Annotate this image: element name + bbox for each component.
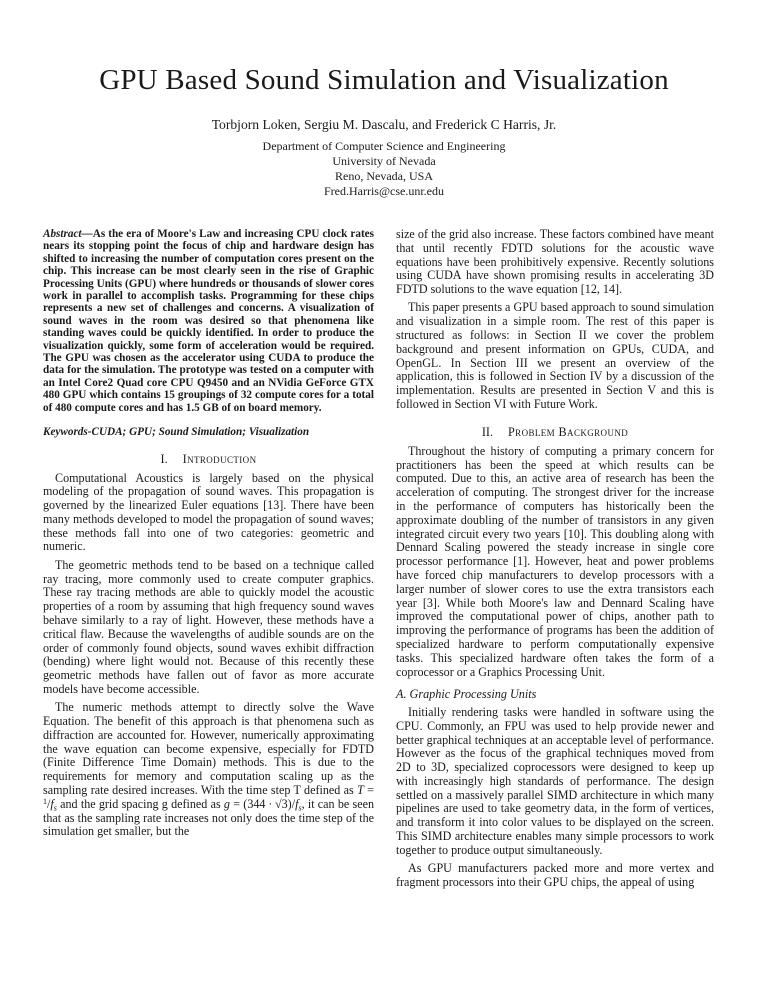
body-paragraph: The geometric methods tend to be based on a technique called ray tracing, more commonly used to create computer graphics. These ray tracing methods are able to quickly model the acoustic properties of a room by assuming that high frequency sound waves behave similarly to a ray of light. However, these methods have a critical flaw. Because the wavelengths of audible sounds are on the order of commonly found objects, sound waves exhibit diffraction (bending) where light would not. Because of this recently these geometric methods have fallen out of favor as more accurate models have become accessible. — [43, 557, 374, 696]
text-segment: and the grid spacing g defined as — [56, 796, 224, 811]
formula-segment: 1 — [43, 796, 47, 806]
formula-segment: s — [53, 803, 57, 813]
body-paragraph: Computational Acoustics is largely based on the physical modeling of the propagation of sound waves. This propagation is governed by the linearized Euler equations [13]. There have been many methods developed to model the propagation of sound waves; these methods fall into one of two categories: geometric and numeric. — [43, 470, 374, 554]
affiliation-line: Fred.Harris@cse.unr.edu — [323, 184, 445, 198]
body-paragraph: As GPU manufacturers packed more and more vertex and fragment processors into their GPU chips, the appeal of using — [396, 861, 714, 889]
affiliation-line: Reno, Nevada, USA — [335, 169, 433, 183]
section-title: Problem Background — [508, 424, 629, 439]
formula-segment: g — [223, 796, 230, 811]
affiliation-line: University of Nevada — [332, 154, 436, 168]
text-segment: / — [47, 796, 51, 811]
body-paragraph: Initially rendering tasks were handled in software using the CPU. Commonly, an FPU was used to help provide newer and better graphical techniques at an acceptable level of performance. However as the focus of the graphical techniques moved from 2D to 3D, specialized coprocessors were designed to keep up with increasingly high standards of performance. The design settled on a massively parallel SIMD architecture in which many pipelines are used to take geometry data, in the form of vertices, and transform it into color values to be displayed on the screen. This SIMD architecture enables many simple processors to work together to produce output simultaneously. — [396, 704, 714, 857]
authors-line: Torbjorn Loken, Sergiu M. Dascalu, and Frederick C Harris, Jr. — [211, 117, 557, 132]
paper-title: GPU Based Sound Simulation and Visualization — [99, 64, 669, 96]
abstract-paragraph: Abstract—As the era of Moore's Law and increasing CPU clock rates nears its stopping point the focus of chip and hardware design has shifted to increasing the number of computation cores present on the chip. This increase can be most clearly seen in the rise of Graphic Processing Units (GPU) where hundreds or thousands of slower cores work in parallel to accomplish tasks. Programming for these chips represents a new set of challenges and concerns. A visualization of sound waves in the room was desired so that phenomena like standing waves could be quickly identified. In order to produce the visualization quickly, some form of acceleration would be required. The GPU was chosen as the accelerator using CUDA to produce the data for the simulation. The prototype was tested on a computer with an Intel Core2 Quad core CPU Q9450 and an NVidia GeForce GTX 480 GPU which contains 15 groupings of 32 compute cores for a total of 480 compute cores and has 1.5 GB of on board memory. — [43, 228, 374, 414]
text-segment: = (344 ∙ √3)/ — [229, 796, 296, 811]
formula-segment: T — [357, 783, 364, 798]
section-title: Introduction — [182, 451, 257, 466]
text-segment: The numeric methods attempt to directly solve the Wave Equation. The benefit of this approach is that phenomena such as diffraction are accounted for. However, numerically approximating the wave equation can become expensive, especially for FDTD (Finite Difference Time Domain) methods. This is due to the requirements for memory and computation scaling up as the sampling rate desired increases. With the time step T defined as — [43, 700, 374, 798]
affiliation-block — [0, 139, 768, 199]
section-number: I. — [160, 451, 168, 466]
body-paragraph: size of the grid also increase. These factors combined have meant that until recently FDTD solutions for the acoustic wave equations have been prohibitively expensive. Recently solutions using CUDA have shown promising results in accelerating 3D FDTD solutions to the wave equation [12, 14]. — [396, 227, 714, 297]
subsection-heading: A. Graphic Processing Units — [396, 687, 537, 702]
text-segment: = — [363, 783, 374, 798]
keywords-line: Keywords-CUDA; GPU; Sound Simulation; Visualization — [43, 426, 310, 439]
formula-segment: f — [295, 796, 299, 811]
section-number: II. — [481, 424, 493, 439]
body-paragraph — [43, 701, 374, 839]
column-left — [43, 228, 374, 839]
section-heading — [396, 425, 714, 439]
text-segment: , it can be seen that as the sampling rate increases not only does the time step of the simulation get smaller, but the — [43, 796, 374, 839]
abstract-lead: Abstract— — [43, 228, 93, 240]
section-heading — [43, 452, 374, 466]
affiliation-line: Department of Computer Science and Engineering — [262, 139, 506, 153]
body-paragraph: Throughout the history of computing a primary concern for practitioners has been the speed at which results can be computed. Due to this, an active area of research has been the acceleration of computing. The strongest driver for the increase in the performance of computers has historically been the approximate doubling of the number of transistors in any given integrated circuit every two years [10]. This doubling along with Dennard Scaling powered the steady increase in single core processor performance [1]. However, heat and power problems have forced chip manufacturers to develop processors with a larger number of slower cores to use the extra transistors each year [3]. While both Moore's law and Dennard Scaling have improved the computational power of chips, another path to improving the performance of programs has been the addition of specialized hardware to perform computationally expensive tasks. This specialized hardware often takes the form of a coprocessor or a Graphics Processing Unit. — [396, 443, 714, 679]
column-right — [396, 228, 714, 890]
formula-segment: s — [298, 803, 302, 813]
formula-segment: f — [50, 796, 54, 811]
body-paragraph: This paper presents a GPU based approach to sound simulation and visualization in a simple room. The rest of this paper is structured as follows: in Section II we cover the problem background and present information on GPUs, CUDA, and OpenGL. In Section III we present an overview of the application, this is followed in Section IV by a discussion of the implementation. Results are presented in Section V and this is followed in Section VI with Future Work. — [396, 300, 714, 412]
